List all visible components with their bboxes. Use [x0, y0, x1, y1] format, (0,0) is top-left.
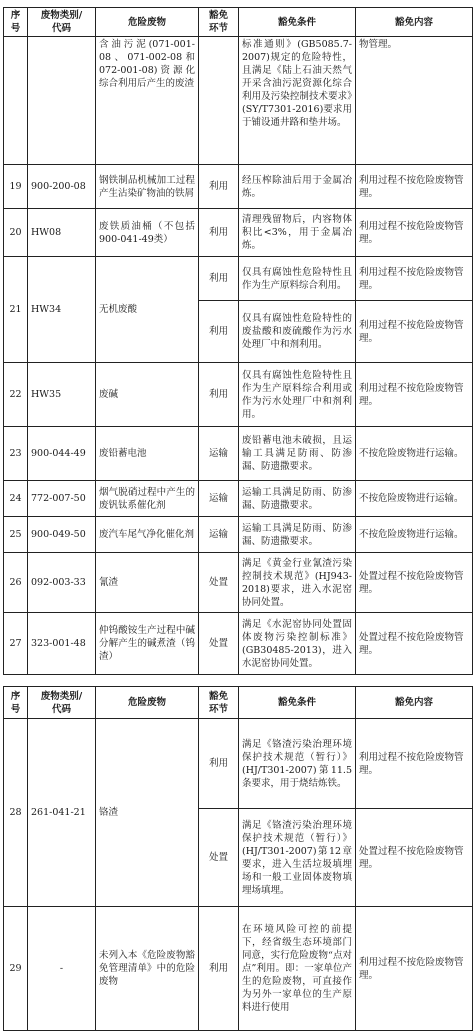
header-code: 废物类别/ 代码 — [28, 8, 96, 37]
cell-content: 处置过程不按危险废物管理。 — [356, 809, 473, 907]
cell-code: 323-001-48 — [28, 613, 96, 675]
cell-waste: 废汽车尾气净化催化剂 — [96, 517, 199, 553]
cell-content: 处置过程不按危险废物管理。 — [356, 613, 473, 675]
cell-stage: 运输 — [199, 481, 239, 517]
cell-stage: 处置 — [199, 553, 239, 613]
cell-content: 利用过程不按危险废物管理。 — [356, 907, 473, 1031]
table-row — [4, 481, 473, 517]
cell-condition: 满足《铬渣污染治理环境保护技术规范（暂行）》(HJ/T301-2007)第11.5条要求，用于烧结炼铁。 — [239, 719, 356, 809]
cell-code: 261-041-21 — [28, 719, 96, 907]
cell-condition: 废铅蓄电池未破损，且运输工具满足防雨、防渗漏、防遗撒要求。 — [239, 427, 356, 481]
cell-waste: 仲钨酸铵生产过程中碱分解产生的碱煮渣（钨渣） — [96, 613, 199, 675]
cell-code: 900-049-50 — [28, 517, 96, 553]
cell-condition: 仅具有腐蚀性危险特性且作为生产原料综合利用。 — [239, 257, 356, 301]
table-header-row — [4, 687, 473, 719]
cell-seq: 26 — [4, 553, 28, 613]
cell-waste: 废铁质油桶（不包括900-041-49类） — [96, 209, 199, 257]
header-condition: 豁免条件 — [239, 8, 356, 37]
cell-stage: 利用 — [199, 165, 239, 209]
cell-waste: 含油污泥(071-001-08、071-002-08和072-001-08)资源化综合利用后产生的废渣 — [96, 37, 199, 165]
cell-seq: 29 — [4, 907, 28, 1031]
cell-code: 900-044-49 — [28, 427, 96, 481]
table-row — [4, 553, 473, 613]
cell-stage: 利用 — [199, 301, 239, 363]
cell-seq: 22 — [4, 363, 28, 427]
cell-stage: 处置 — [199, 613, 239, 675]
table-row — [4, 363, 473, 427]
cell-content: 利用过程不按危险废物管理。 — [356, 257, 473, 301]
table-row — [4, 517, 473, 553]
cell-seq: 24 — [4, 481, 28, 517]
cell-code: 900-200-08 — [28, 165, 96, 209]
cell-condition: 运输工具满足防雨、防渗漏、防遗撒要求。 — [239, 481, 356, 517]
cell-stage: 处置 — [199, 809, 239, 907]
cell-code: 772-007-50 — [28, 481, 96, 517]
table-row — [4, 209, 473, 257]
cell-seq: 28 — [4, 719, 28, 907]
cell-seq: 19 — [4, 165, 28, 209]
table-row — [4, 907, 473, 1031]
cell-seq: 21 — [4, 257, 28, 363]
cell-waste: 铬渣 — [96, 719, 199, 907]
cell-stage: 利用 — [199, 907, 239, 1031]
cell-code: HW35 — [28, 363, 96, 427]
cell-code: HW34 — [28, 257, 96, 363]
header-stage: 豁免 环节 — [199, 8, 239, 37]
header-waste: 危险废物 — [96, 8, 199, 37]
cell-waste: 氰渣 — [96, 553, 199, 613]
cell-condition: 满足《水泥窑协同处置固体废物污染控制标准》(GB30485-2013)，进入水泥窑协同处置。 — [239, 613, 356, 675]
table-row — [4, 165, 473, 209]
header-code: 废物类别/ 代码 — [28, 687, 96, 719]
cell-content: 处置过程不按危险废物管理。 — [356, 553, 473, 613]
exemption-table-part-2 — [3, 686, 473, 1031]
table-row — [4, 427, 473, 481]
cell-condition: 经压榨除油后用于金属冶炼。 — [239, 165, 356, 209]
cell-waste: 无机废酸 — [96, 257, 199, 363]
table-row — [4, 257, 473, 301]
cell-condition: 标准通则》(GB5085.7-2007)规定的危险特性，且满足《陆上石油天然气开采含油污泥资源化综合利用及污染控制技术要求》(SY/T7301-2016)要求用于铺设通井路和垫井场。 — [239, 37, 356, 165]
cell-code: HW08 — [28, 209, 96, 257]
cell-content: 物管理。 — [356, 37, 473, 165]
cell-condition: 仅具有腐蚀性危险特性且作为生产原料综合利用或作为污水处理厂中和剂利用。 — [239, 363, 356, 427]
header-condition: 豁免条件 — [239, 687, 356, 719]
cell-seq: 23 — [4, 427, 28, 481]
cell-content: 利用过程不按危险废物管理。 — [356, 209, 473, 257]
header-content: 豁免内容 — [356, 687, 473, 719]
cell-stage: 利用 — [199, 257, 239, 301]
header-content: 豁免内容 — [356, 8, 473, 37]
cell-waste: 废铅蓄电池 — [96, 427, 199, 481]
cell-content: 利用过程不按危险废物管理。 — [356, 165, 473, 209]
cell-stage: 运输 — [199, 427, 239, 481]
cell-content: 利用过程不按危险废物管理。 — [356, 363, 473, 427]
cell-waste: 烟气脱硝过程中产生的废钒钛系催化剂 — [96, 481, 199, 517]
cell-waste: 废碱 — [96, 363, 199, 427]
cell-condition: 清理残留物后，内容物体积比<3%，用于金属冶炼。 — [239, 209, 356, 257]
exemption-table-part-1 — [3, 7, 473, 675]
cell-condition: 满足《铬渣污染治理环境保护技术规范（暂行）》(HJ/T301-2007)第12章要求，进入生活垃圾填埋场和一般工业固体废物填埋场填埋。 — [239, 809, 356, 907]
cell-stage: 利用 — [199, 363, 239, 427]
header-stage: 豁免 环节 — [199, 687, 239, 719]
cell-content: 不按危险废物进行运输。 — [356, 481, 473, 517]
header-seq: 序号 — [4, 8, 28, 37]
cell-condition: 仅具有腐蚀性危险特性的废盐酸和废硫酸作为污水处理厂中和剂利用。 — [239, 301, 356, 363]
cell-seq: 20 — [4, 209, 28, 257]
cell-stage: 利用 — [199, 719, 239, 809]
table-header-row — [4, 8, 473, 37]
cell-code: 092-003-33 — [28, 553, 96, 613]
header-waste: 危险废物 — [96, 687, 199, 719]
cell-seq: 25 — [4, 517, 28, 553]
cell-code: - — [28, 907, 96, 1031]
cell-content: 不按危险废物进行运输。 — [356, 427, 473, 481]
table-row — [4, 613, 473, 675]
cell-condition: 运输工具满足防雨、防渗漏、防遗撒要求。 — [239, 517, 356, 553]
table-row — [4, 719, 473, 809]
cell-content: 不按危险废物进行运输。 — [356, 517, 473, 553]
cell-stage: 运输 — [199, 517, 239, 553]
cell-waste: 钢铁制品机械加工过程产生沾染矿物油的铁屑 — [96, 165, 199, 209]
cell-condition: 满足《黄金行业氰渣污染控制技术规范》(HJ943-2018)要求，进入水泥窑协同处置。 — [239, 553, 356, 613]
cell-waste: 未列入本《危险废物豁免管理清单》中的危险废物 — [96, 907, 199, 1031]
cell-content: 利用过程不按危险废物管理。 — [356, 719, 473, 809]
cell-condition: 在环境风险可控的前提下，经省级生态环境部门同意，实行危险废物“点对点”利用。即：一家单位产生的危险废物，可直接作为另外一家单位的生产原料进行使用 — [239, 907, 356, 1031]
cell-seq: 27 — [4, 613, 28, 675]
table-row — [4, 37, 473, 165]
cell-content: 利用过程不按危险废物管理。 — [356, 301, 473, 363]
header-seq: 序号 — [4, 687, 28, 719]
cell-stage: 利用 — [199, 209, 239, 257]
